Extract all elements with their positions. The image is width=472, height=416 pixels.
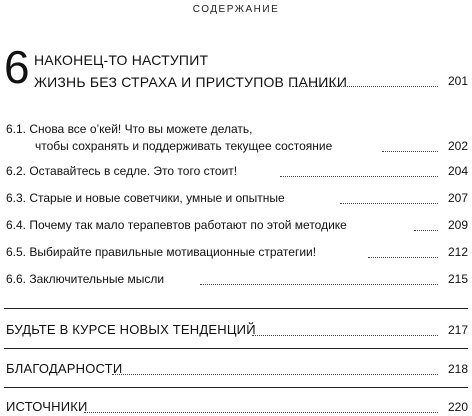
toc-entry-6-2-page: 204	[447, 164, 468, 178]
toc-entry-6-3-page: 207	[447, 191, 468, 205]
toc-entry-6-5-page: 212	[447, 245, 468, 259]
toc-leader	[368, 257, 438, 258]
toc-leader	[414, 230, 438, 231]
section-trends-page: 217	[447, 323, 468, 337]
toc-entry-6-5: 6.5. Выбирайте правильные мотивационные стратегии!	[6, 245, 317, 259]
page-header: СОДЕРЖАНИЕ	[192, 4, 280, 15]
toc-leader	[382, 151, 438, 152]
section-leader	[84, 412, 438, 413]
toc-leader	[280, 176, 438, 177]
toc-entry-6-2: 6.2. Оставайтесь в седле. Это того стоит!	[6, 164, 238, 178]
chapter-title-line1: НАКОНЕЦ-ТО НАСТУПИТ	[34, 52, 209, 68]
section-divider	[4, 387, 468, 388]
chapter-number: 6	[4, 41, 30, 93]
toc-entry-6-1-line2: чтобы сохранять и поддерживать текущее состояние	[35, 139, 333, 153]
toc-entry-6-1-line1: 6.1. Снова все о’кей! Что вы можете делать,	[6, 122, 253, 136]
toc-entry-6-6: 6.6. Заключительные мысли	[6, 272, 165, 286]
toc-entry-6-1-page: 202	[447, 139, 468, 153]
section-leader	[112, 374, 438, 375]
toc-leader	[340, 203, 438, 204]
section-acknowledgements: БЛАГОДАРНОСТИ	[6, 361, 123, 376]
section-leader	[252, 335, 438, 336]
section-divider	[4, 348, 468, 349]
chapter-leader	[292, 86, 438, 87]
section-acknowledgements-page: 218	[447, 362, 468, 376]
section-divider	[4, 308, 468, 309]
toc-entry-6-4: 6.4. Почему так мало терапевтов работают по этой методике	[6, 218, 347, 232]
toc-entry-6-6-page: 215	[447, 272, 468, 286]
section-trends: БУДЬТЕ В КУРСЕ НОВЫХ ТЕНДЕНЦИЙ	[6, 322, 256, 337]
toc-entry-6-4-page: 209	[447, 218, 468, 232]
chapter-page-number: 201	[447, 74, 468, 88]
chapter-title-line2: ЖИЗНЬ БЕЗ СТРАХА И ПРИСТУПОВ ПАНИКИ	[34, 74, 348, 90]
section-sources: ИСТОЧНИКИ	[6, 399, 88, 414]
toc-leader	[200, 284, 438, 285]
toc-entry-6-3: 6.3. Старые и новые советчики, умные и опытные	[6, 191, 285, 205]
section-sources-page: 220	[447, 400, 468, 414]
